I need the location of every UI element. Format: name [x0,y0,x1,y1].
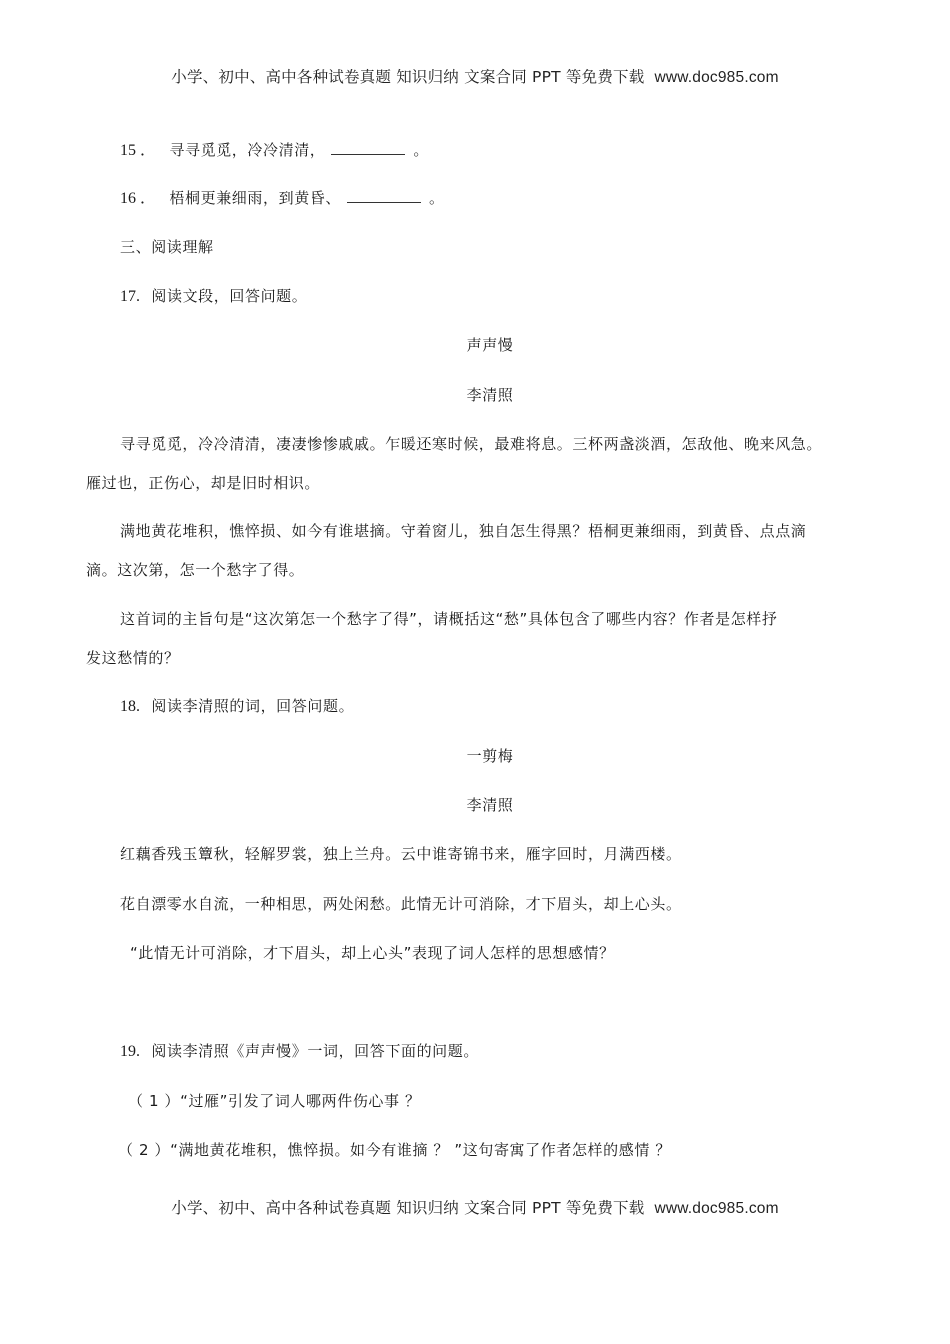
question-17-prompt-line-2: 发这愁情的？ [86,649,180,667]
poem-1-paragraph-2-line-2: 滴。这次第，怎一个愁字了得。 [86,561,305,579]
poem-1-paragraph-2-line-1: 满地黄花堆积，憔悴损、如今有谁堪摘。守着窗儿，独自怎生得黑？梧桐更兼细雨，到黄昏、点点滴 [120,522,807,540]
question-15-blank[interactable] [331,140,405,155]
question-18-instruction: 阅读李清照的词，回答问题。 [151,697,355,715]
question-17-intro [120,285,307,308]
poem-title-shengshengman: 声声慢 [466,336,514,354]
question-18-intro [120,695,354,718]
poem-2-line-1: 红藕香残玉簟秋，轻解罗裳，独上兰舟。云中谁寄锦书来，雁字回时，月满西楼。 [120,845,682,863]
question-16-number: 16 ． [120,190,157,207]
question-17-instruction: 阅读文段，回答问题。 [151,287,308,305]
question-17-prompt-line-1: 这首词的主旨句是“这次第怎一个愁字了得”，请概括这“愁”具体包含了哪些内容？作者是怎样抒 [120,610,778,628]
question-17-number: 17. [120,288,140,305]
section-title-reading: 三、阅读理解 [120,238,214,256]
poem-author-1: 李清照 [466,386,514,404]
question-19-sub-2: （ 2 ）“满地黄花堆积，憔悴损。如今有谁摘 ？ ”这句寄寓了作者怎样的感情 ？ [118,1141,671,1159]
question-15 [120,139,429,162]
footer-site-link[interactable]: www.doc985.com [654,1200,779,1217]
question-19-intro [120,1040,479,1063]
header-site-link[interactable]: www.doc985.com [654,69,779,86]
poem-2-line-2: 花自漂零水自流，一种相思，两处闲愁。此情无计可消除，才下眉头，却上心头。 [120,895,682,913]
poem-1-paragraph-1-line-1: 寻寻觅觅，冷冷清清，凄凄惨惨戚戚。乍暖还寒时候，最难将息。三杯两盏淡酒，怎敌他、晚来风急。 [120,435,823,453]
page-header [0,65,950,87]
question-15-text: 寻寻觅觅，冷冷清清， [169,141,326,159]
question-19-number: 19. [120,1043,140,1060]
question-15-end: 。 [413,141,430,159]
question-18-prompt: “此情无计可消除，才下眉头，却上心头”表现了词人怎样的思想感情？ [130,944,615,962]
poem-1-paragraph-1-line-2: 雁过也，正伤心，却是旧时相识。 [86,474,321,492]
question-16-blank[interactable] [347,188,421,203]
question-16-end: 。 [429,189,445,207]
header-text: 小学、初中、高中各种试卷真题 知识归纳 文案合同 PPT 等免费下载 [171,68,645,86]
question-19-instruction: 阅读李清照《声声慢》一词，回答下面的问题。 [151,1042,479,1060]
poem-title-yijianmei: 一剪梅 [466,747,514,765]
question-18-number: 18. [120,698,140,715]
question-15-number: 15 ． [120,142,157,159]
page-footer [0,1196,950,1218]
question-16 [120,187,445,210]
footer-text: 小学、初中、高中各种试卷真题 知识归纳 文案合同 PPT 等免费下载 [171,1199,645,1217]
poem-author-2: 李清照 [466,796,514,814]
question-16-text: 梧桐更兼细雨，到黄昏、 [169,189,341,207]
question-19-sub-1: （ 1 ）“过雁”引发了词人哪两件伤心事 ？ [128,1092,421,1110]
